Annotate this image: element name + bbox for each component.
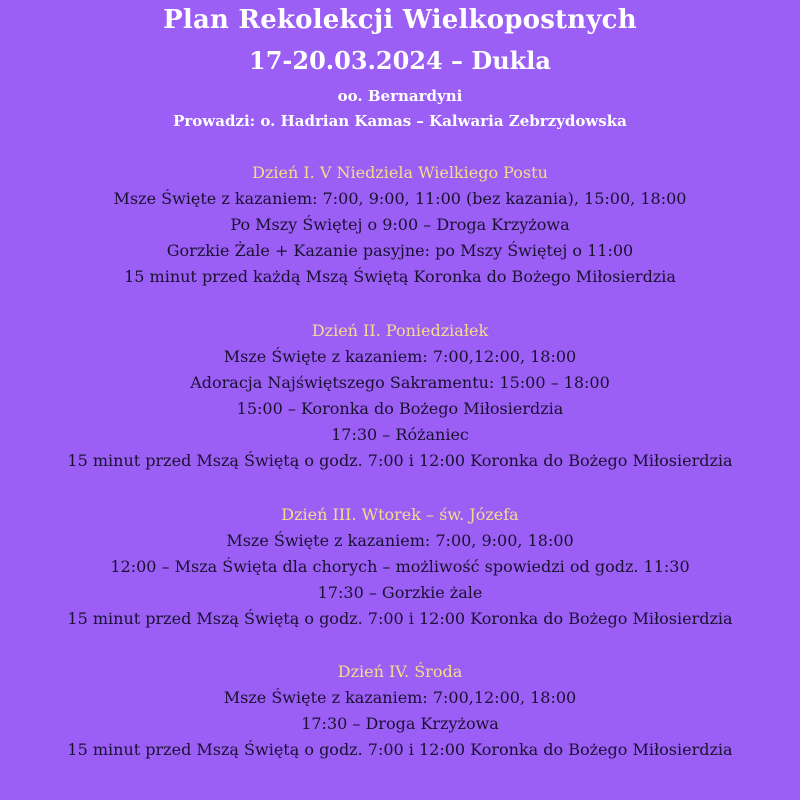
schedule-line: 15 minut przed Mszą Świętą o godz. 7:00 i 12:00 Koronka do Bożego Miłosierdzia <box>67 451 733 470</box>
page-title: Plan Rekolekcji Wielkopostnych <box>163 5 637 35</box>
schedule-line: 15:00 – Koronka do Bożego Miłosierdzia <box>236 399 564 418</box>
schedule-line: Po Mszy Świętej o 9:00 – Droga Krzyżowa <box>230 215 570 234</box>
day-title: Dzień III. Wtorek – św. Józefa <box>281 505 519 524</box>
day-section-1 <box>0 160 800 290</box>
schedule-line: 17:30 – Gorzkie żale <box>317 583 483 602</box>
schedule-line: Msze Święte z kazaniem: 7:00,12:00, 18:00 <box>223 688 577 707</box>
day-title: Dzień IV. Środa <box>337 662 463 681</box>
schedule-line: 15 minut przed Mszą Świętą o godz. 7:00 i 12:00 Koronka do Bożego Miłosierdzia <box>67 740 733 759</box>
date-location: 17-20.03.2024 – Dukla <box>249 46 551 75</box>
schedule-line: 15 minut przed każdą Mszą Świętą Koronka do Bożego Miłosierdzia <box>124 267 676 286</box>
schedule-line: 15 minut przed Mszą Świętą o godz. 7:00 i 12:00 Koronka do Bożego Miłosierdzia <box>67 609 733 628</box>
schedule-line: 17:30 – Różaniec <box>331 425 469 444</box>
schedule-line: Msze Święte z kazaniem: 7:00,12:00, 18:00 <box>223 347 577 366</box>
schedule-line: Msze Święte z kazaniem: 7:00, 9:00, 18:00 <box>226 531 574 550</box>
retreat-leader: Prowadzi: o. Hadrian Kamas – Kalwaria Zebrzydowska <box>173 112 627 130</box>
schedule-line: Adoracja Najświętszego Sakramentu: 15:00 – 18:00 <box>190 373 610 392</box>
day-title: Dzień I. V Niedziela Wielkiego Postu <box>252 163 548 182</box>
day-section-4 <box>0 659 800 763</box>
day-section-3 <box>0 502 800 632</box>
day-section-2 <box>0 318 800 474</box>
schedule-line: 12:00 – Msza Święta dla chorych – możliwość spowiedzi od godz. 11:30 <box>110 557 690 576</box>
order-name: oo. Bernardyni <box>337 87 463 105</box>
schedule-line: Gorzkie Żale + Kazanie pasyjne: po Mszy Świętej o 11:00 <box>166 241 634 260</box>
day-title: Dzień II. Poniedziałek <box>311 321 489 340</box>
schedule-line: 17:30 – Droga Krzyżowa <box>301 714 499 733</box>
schedule-line: Msze Święte z kazaniem: 7:00, 9:00, 11:00 (bez kazania), 15:00, 18:00 <box>113 189 687 208</box>
